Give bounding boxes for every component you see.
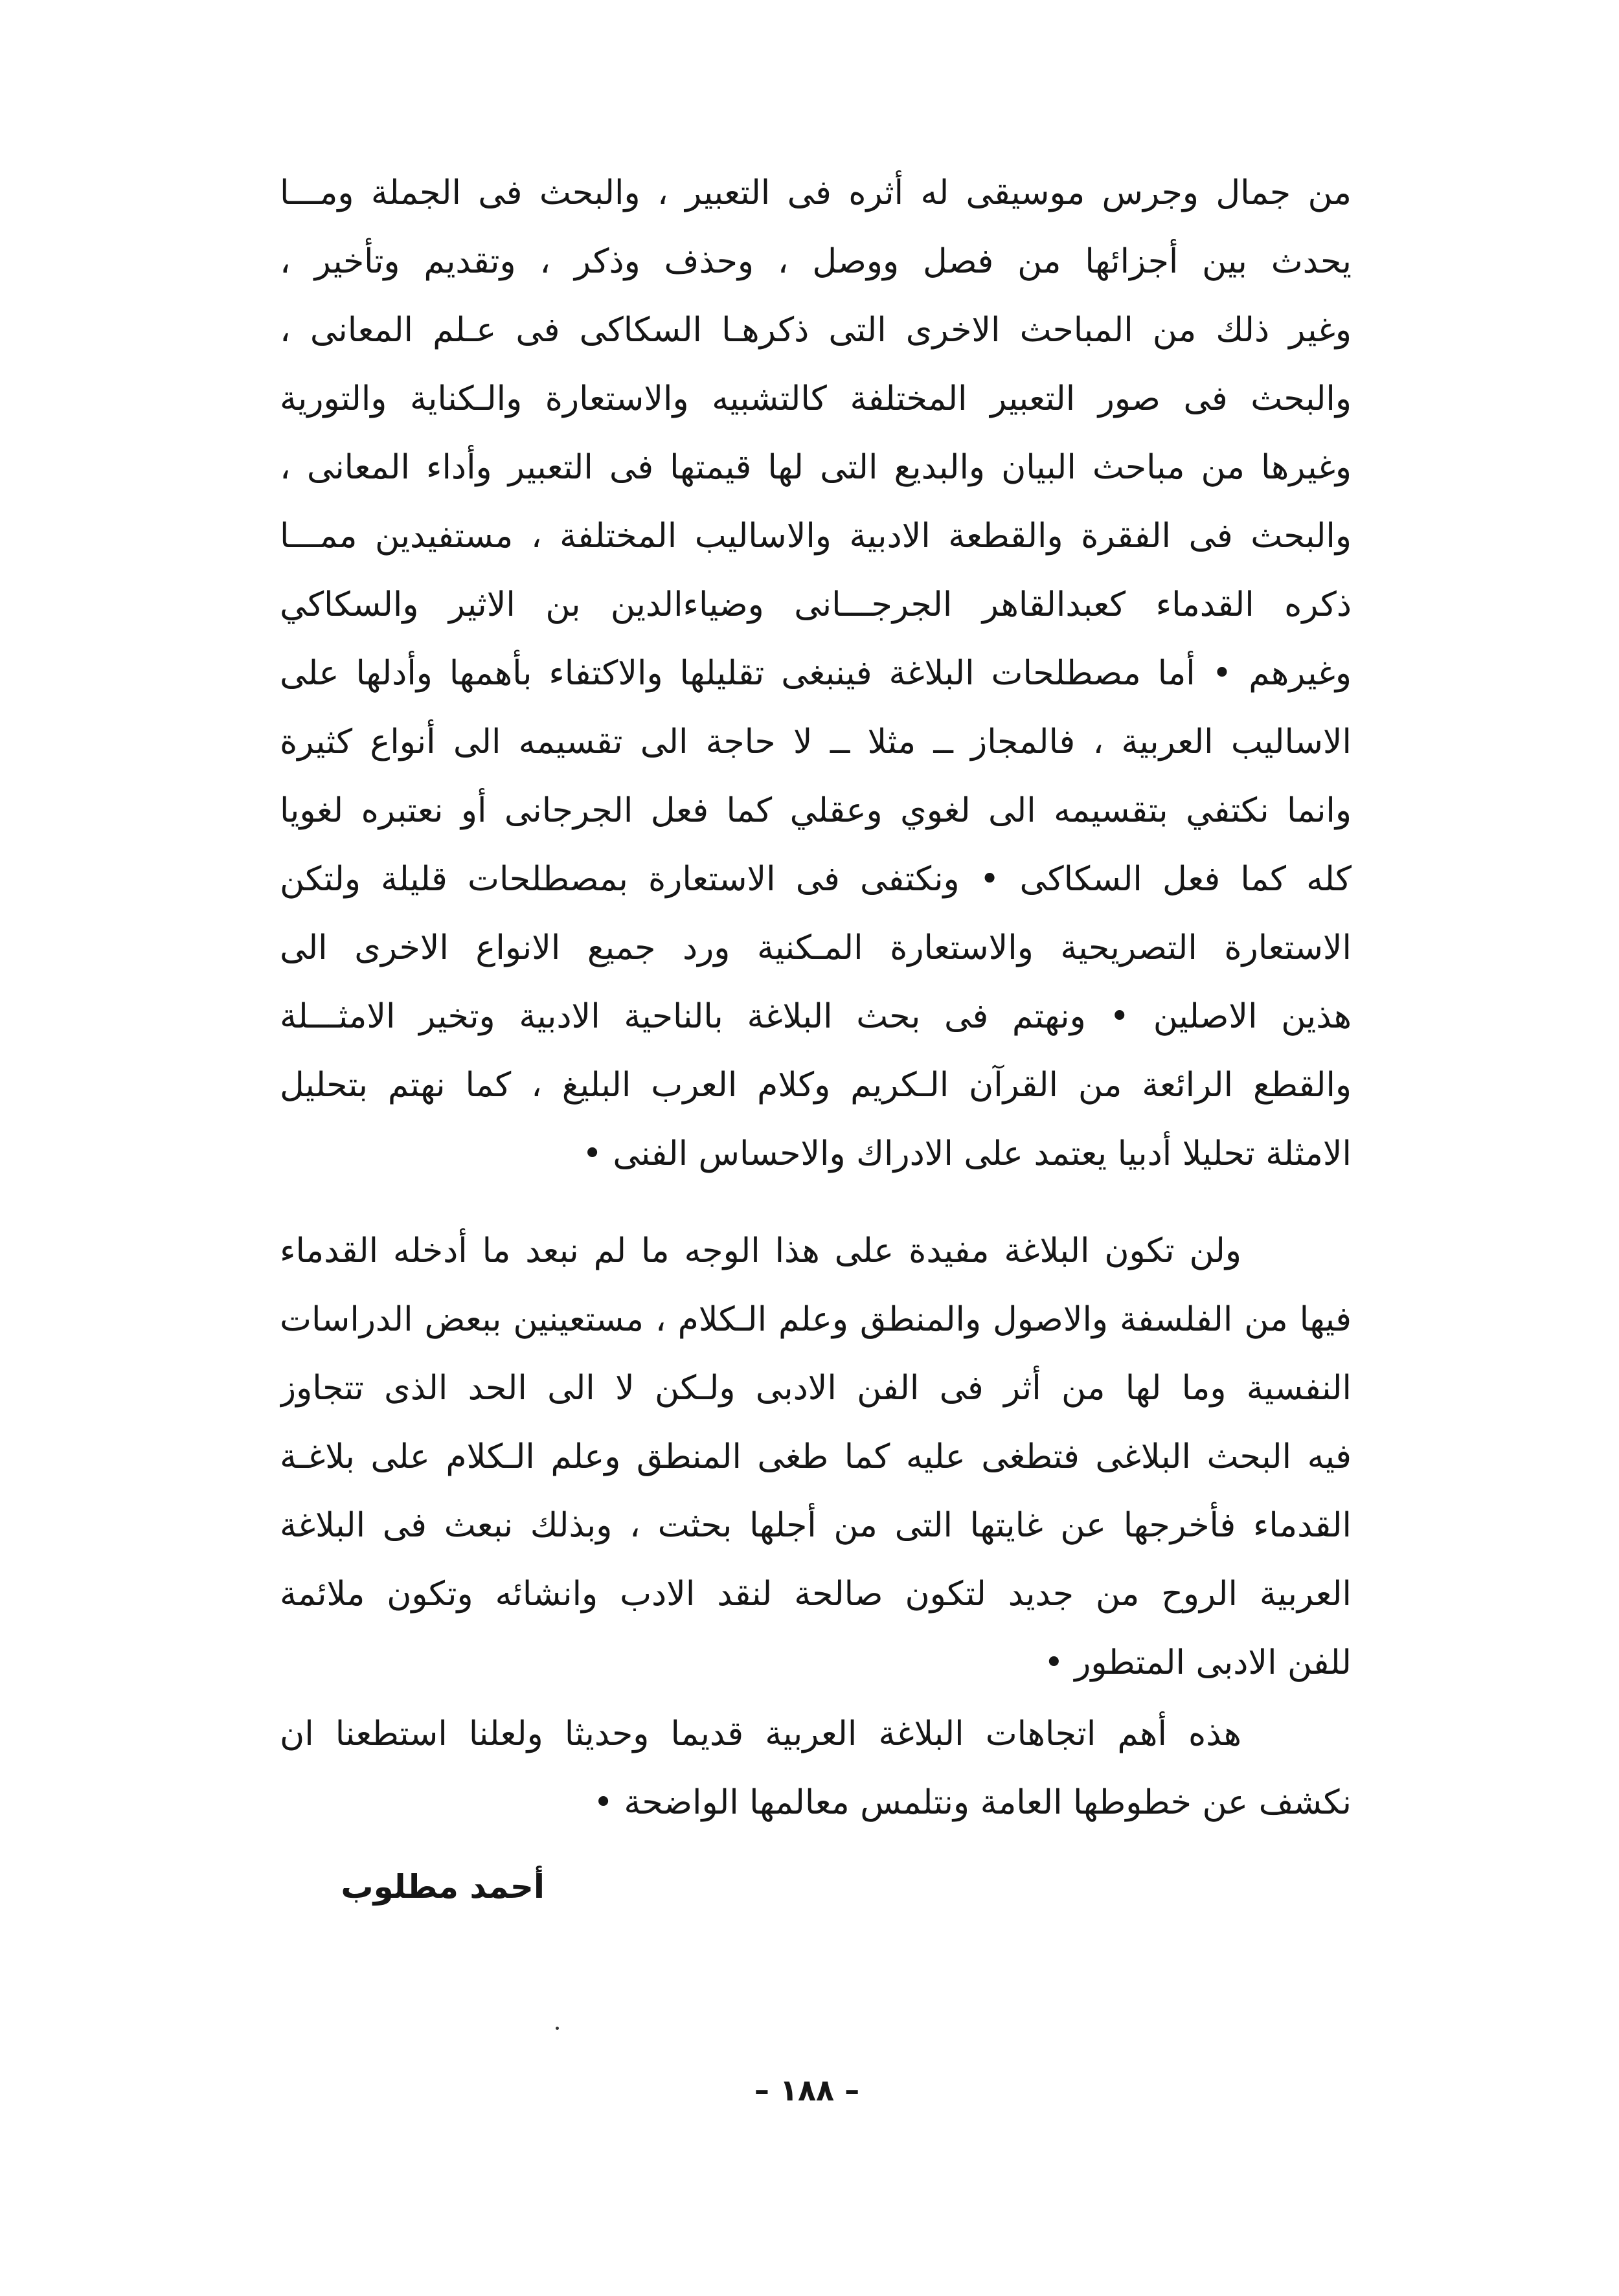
text-line: النفسية وما لها من أثر فى الفن الادبى ولـكن لا الى الحد الذى تتجاوز bbox=[280, 1369, 1352, 1408]
text-line: هذين الاصلين • ونهتم فى بحث البلاغة بالناحية الادبية وتخير الامثـــلة bbox=[280, 997, 1352, 1036]
text-line: الاستعارة التصريحية والاستعارة المـكنية ورد جميع الانواع الاخرى الى bbox=[280, 929, 1352, 967]
text-line: من جمال وجرس موسيقى له أثره فى التعبير ، والبحث فى الجملة ومـــا bbox=[280, 174, 1352, 212]
paragraph bbox=[280, 1700, 1352, 1837]
text-line: للفن الادبى المتطور • bbox=[1044, 1643, 1352, 1682]
text-line: والبحث فى الفقرة والقطعة الادبية والاساليب المختلفة ، مستفيدين ممـــا bbox=[280, 517, 1352, 556]
text-line: ولن تكون البلاغة مفيدة على هذا الوجه ما لم نبعد ما أدخله القدماء bbox=[280, 1232, 1241, 1270]
text-line: وغير ذلك من المباحث الاخرى التى ذكرهـا السكاكى فى عـلم المعانى ، bbox=[280, 311, 1352, 350]
scan-speck bbox=[556, 2027, 559, 2030]
text-line: القدماء فأخرجها عن غايتها التى من أجلها بحثت ، وبذلك نبعث فى البلاغة bbox=[280, 1506, 1352, 1545]
text-line: الاساليب العربية ، فالمجاز ــ مثلا ــ لا حاجة الى تقسيمه الى أنواع كثيرة bbox=[280, 723, 1352, 761]
paragraph bbox=[280, 1217, 1352, 1697]
body-text bbox=[280, 159, 1352, 1837]
text-line: الامثلة تحليلا أدبيا يعتمد على الادراك والاحساس الفنى • bbox=[582, 1134, 1352, 1173]
text-line: نكشف عن خطوطها العامة ونتلمس معالمها الواضحة • bbox=[593, 1783, 1352, 1822]
text-line: وغيرهم • أما مصطلحات البلاغة فينبغى تقليلها والاكتفاء بأهمها وأدلها على bbox=[280, 654, 1352, 693]
paragraph bbox=[280, 159, 1352, 1188]
text-line: ذكره القدماء كعبدالقاهر الجرجـــانى وضياءالدين بن الاثير والسكاكي bbox=[280, 585, 1352, 624]
page-number: – ١٨٨ – bbox=[754, 2073, 860, 2108]
text-line: هذه أهم اتجاهات البلاغة العربية قديما وحديثا ولعلنا استطعنا ان bbox=[280, 1715, 1241, 1753]
text-line: فيها من الفلسفة والاصول والمنطق وعلم الـكلام ، مستعينين ببعض الدراسات bbox=[280, 1300, 1352, 1339]
text-line: العربية الروح من جديد لتكون صالحة لنقد الادب وانشائه وتكون ملائمة bbox=[280, 1575, 1352, 1614]
text-line: وانما نكتفي بتقسيمه الى لغوي وعقلي كما فعل الجرجانى أو نعتبره لغويا bbox=[280, 791, 1352, 830]
text-line: والقطع الرائعة من القرآن الـكريم وكلام العرب البليغ ، كما نهتم بتحليل bbox=[280, 1066, 1352, 1105]
author-signature: أحمد مطلوب bbox=[341, 1868, 545, 1906]
text-line: كله كما فعل السكاكى • ونكتفى فى الاستعارة بمصطلحات قليلة ولتكن bbox=[280, 860, 1352, 899]
text-line: يحدث بين أجزائها من فصل ووصل ، وحذف وذكر ، وتقديم وتأخير ، bbox=[280, 242, 1352, 281]
text-line: فيه البحث البلاغى فتطغى عليه كما طغى المنطق وعلم الـكلام على بلاغـة bbox=[280, 1437, 1352, 1476]
text-line: وغيرها من مباحث البيان والبديع التى لها قيمتها فى التعبير وأداء المعانى ، bbox=[280, 448, 1352, 487]
text-line: والبحث فى صور التعبير المختلفة كالتشبيه والاستعارة والـكناية والتورية bbox=[280, 379, 1352, 418]
